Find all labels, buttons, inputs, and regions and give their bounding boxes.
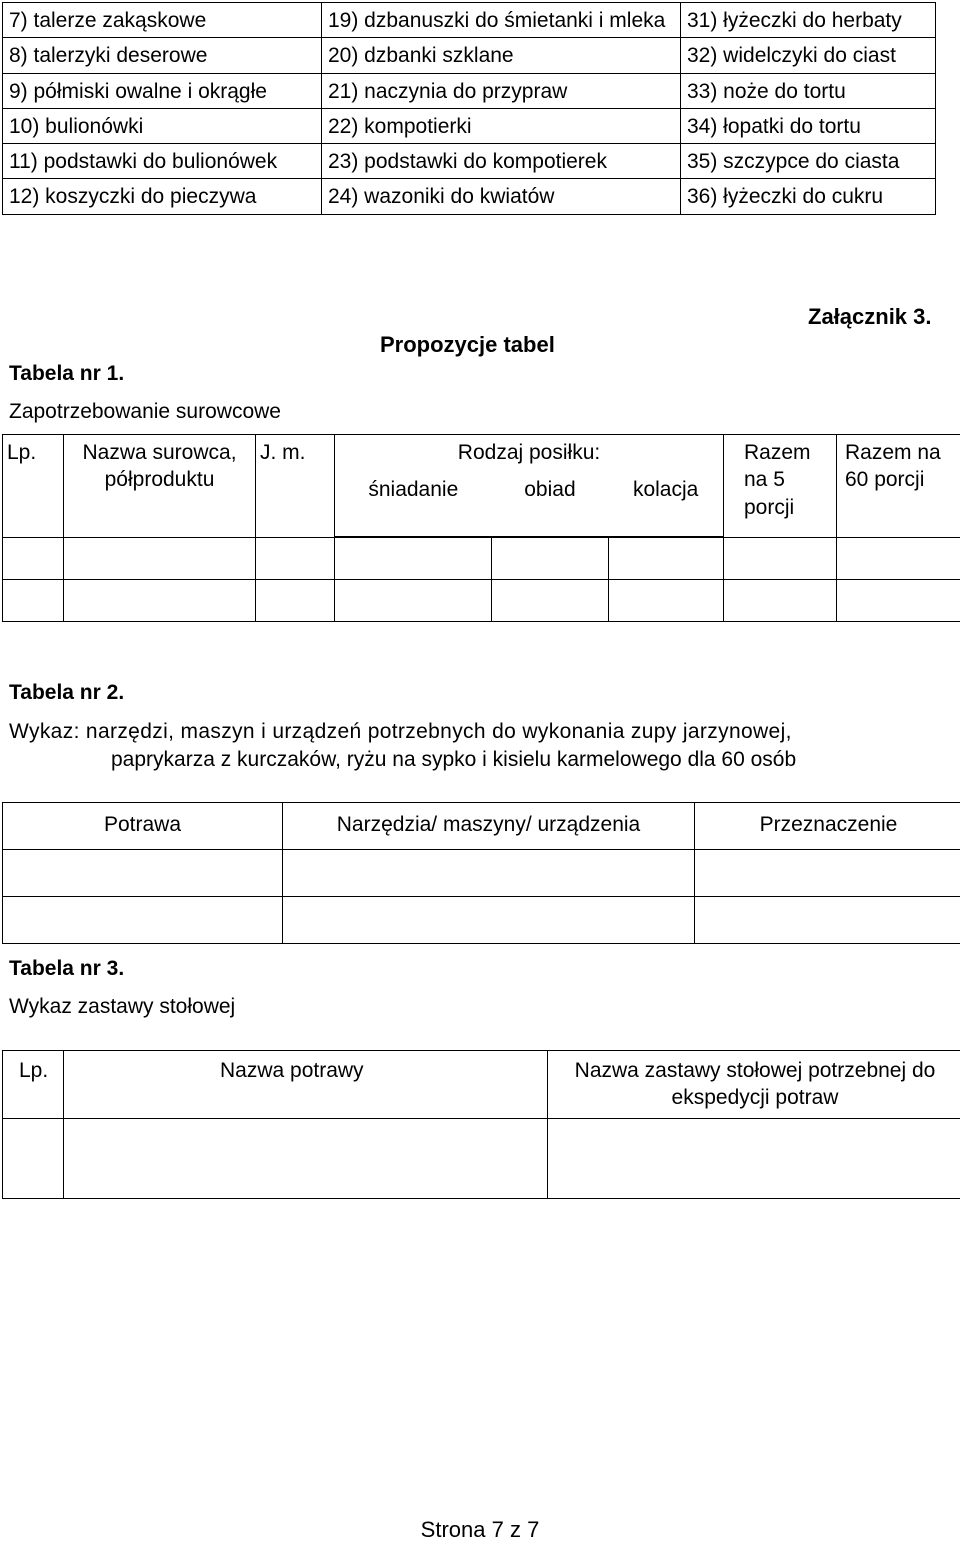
- table-cell: [64, 580, 256, 622]
- table-cell: [3, 1119, 64, 1199]
- table-cell: [695, 850, 960, 897]
- list-cell: 36) łyżeczki do cukru: [681, 179, 936, 214]
- list-cell: 8) talerzyki deserowe: [3, 38, 322, 73]
- list-cell: 21) naczynia do przypraw: [322, 73, 681, 108]
- table1-label: Tabela nr 1.: [9, 360, 124, 387]
- table2-header-row: [3, 803, 960, 850]
- list-cell: 32) widelczyki do ciast: [681, 38, 936, 73]
- list-cell: 33) noże do tortu: [681, 73, 936, 108]
- table-cell: [492, 538, 609, 580]
- table-cell: [837, 580, 960, 622]
- list-row: [3, 73, 936, 108]
- list-row: [3, 3, 936, 38]
- list-cell: 34) łopatki do tortu: [681, 108, 936, 143]
- page-footer: Strona 7 z 7: [0, 1516, 960, 1545]
- table-cell: [609, 580, 724, 622]
- list-cell: 22) kompotierki: [322, 108, 681, 143]
- table-cell: [724, 538, 837, 580]
- attachment-label: Załącznik 3.: [808, 303, 932, 332]
- col-header-meal-group: [335, 435, 724, 537]
- col-header-meal: Rodzaj posiłku:: [335, 435, 723, 476]
- col-header-dinner: obiad: [492, 476, 609, 503]
- list-cell: 19) dzbanuszki do śmietanki i mleka: [322, 3, 681, 38]
- col-header-tools: Narzędzia/ maszyny/ urządzenia: [283, 803, 695, 850]
- table-cell: [548, 1119, 960, 1199]
- table-cell: [256, 580, 335, 622]
- table-cell: [283, 850, 695, 897]
- table-cell: [256, 538, 335, 580]
- table-cell: [64, 1119, 548, 1199]
- table-row: [3, 850, 960, 897]
- table3-header-row: [3, 1051, 960, 1119]
- list-cell: 7) talerze zakąskowe: [3, 3, 322, 38]
- list-cell: 11) podstawki do bulionówek: [3, 144, 322, 179]
- col-header-name: Nazwa surowca, półproduktu: [64, 435, 256, 538]
- col-header-tableware: Nazwa zastawy stołowej potrzebnej do ekspedycji potraw: [548, 1051, 960, 1119]
- list-cell: 20) dzbanki szklane: [322, 38, 681, 73]
- list-cell: 10) bulionówki: [3, 108, 322, 143]
- table3-label: Tabela nr 3.: [9, 955, 124, 982]
- table-row: [3, 897, 960, 944]
- table-cell: [3, 580, 64, 622]
- table-cell: [3, 538, 64, 580]
- list-row: [3, 144, 936, 179]
- table1-header-row: [3, 435, 960, 537]
- table-cell: [335, 538, 492, 580]
- col-header-dish: Potrawa: [3, 803, 283, 850]
- table-row: [3, 538, 960, 580]
- table-row: [3, 1119, 960, 1199]
- table-cell: [724, 580, 837, 622]
- list-cell: 12) koszyczki do pieczywa: [3, 179, 322, 214]
- list-cell: 35) szczypce do ciasta: [681, 144, 936, 179]
- table-cell: [3, 897, 283, 944]
- table3-caption: Wykaz zastawy stołowej: [9, 993, 235, 1020]
- col-header-lp: Lp.: [3, 1051, 64, 1119]
- tableware-list-table: [2, 2, 936, 215]
- list-cell: 24) wazoniki do kwiatów: [322, 179, 681, 214]
- list-row: [3, 38, 936, 73]
- table1-raw-materials: [2, 434, 960, 622]
- col-header-breakfast: śniadanie: [335, 476, 492, 503]
- col-header-total-60: Razem na 60 porcji: [837, 435, 960, 538]
- col-header-dish-name: Nazwa potrawy: [64, 1051, 548, 1119]
- col-header-total-5: Razem na 5 porcji: [724, 435, 837, 538]
- col-header-unit: J. m.: [256, 435, 335, 538]
- table2-caption-line1: Wykaz: narzędzi, maszyn i urządzeń potrzebnych do wykonania zupy jarzynowej,: [9, 718, 949, 745]
- table2-caption-line2: paprykarza z kurczaków, ryżu na sypko i kisielu karmelowego dla 60 osób: [111, 746, 796, 773]
- table-cell: [695, 897, 960, 944]
- col-header-lp: Lp.: [3, 435, 64, 538]
- table-cell: [3, 850, 283, 897]
- table2-equipment: [2, 802, 960, 944]
- list-cell: 23) podstawki do kompotierek: [322, 144, 681, 179]
- table3-tableware: [2, 1050, 960, 1199]
- list-cell: 31) łyżeczki do herbaty: [681, 3, 936, 38]
- page-heading: Propozycje tabel: [380, 331, 555, 360]
- table1-caption: Zapotrzebowanie surowcowe: [9, 398, 281, 425]
- col-header-purpose: Przeznaczenie: [695, 803, 960, 850]
- table-cell: [837, 538, 960, 580]
- list-row: [3, 108, 936, 143]
- table-cell: [64, 538, 256, 580]
- table-cell: [335, 580, 492, 622]
- table-cell: [492, 580, 609, 622]
- list-cell: 9) półmiski owalne i okrągłe: [3, 73, 322, 108]
- list-row: [3, 179, 936, 214]
- col-header-supper: kolacja: [608, 476, 723, 503]
- table-cell: [283, 897, 695, 944]
- table2-label: Tabela nr 2.: [9, 679, 124, 706]
- table-cell: [609, 538, 724, 580]
- table-row: [3, 580, 960, 622]
